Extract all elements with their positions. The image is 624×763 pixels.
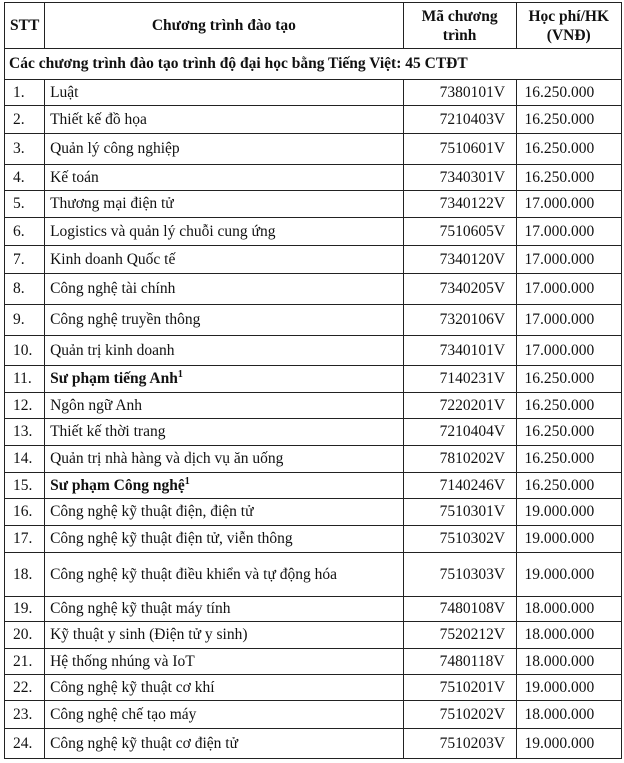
table-row (5, 393, 622, 419)
row-tuition-fee: 19.000.000 (516, 553, 621, 597)
row-program-code: 7380101V (403, 80, 516, 106)
row-stt: 19. (5, 597, 45, 622)
program-name-text: Sư phạm Công nghệ (50, 476, 185, 494)
row-program-name (45, 729, 404, 759)
program-name-text: Công nghệ kỹ thuật cơ khí (50, 678, 215, 696)
row-tuition-fee: 17.000.000 (516, 305, 621, 336)
row-tuition-fee: 17.000.000 (516, 336, 621, 366)
row-program-code: 7510302V (403, 526, 516, 553)
row-program-name (45, 305, 404, 336)
row-tuition-fee: 16.250.000 (516, 106, 621, 134)
footnote-marker: 1 (177, 368, 183, 380)
program-name-text: Luật (50, 83, 79, 101)
row-program-name (45, 274, 404, 305)
row-stt: 1. (5, 80, 45, 106)
row-program-code: 7140246V (403, 473, 516, 499)
program-name-text: Quản trị nhà hàng và dịch vụ ăn uống (50, 450, 284, 467)
table-row (5, 729, 622, 759)
row-program-code: 7340301V (403, 165, 516, 191)
program-name-text: Công nghệ chế tạo máy (50, 705, 197, 723)
row-tuition-fee: 16.250.000 (516, 165, 621, 191)
table-row (5, 622, 622, 649)
row-program-name (45, 191, 404, 218)
program-name-text: Công nghệ kỹ thuật máy tính (50, 600, 231, 617)
row-stt: 12. (5, 393, 45, 419)
row-stt: 15. (5, 473, 45, 499)
row-tuition-fee: 16.250.000 (516, 473, 621, 499)
row-program-code: 7510203V (403, 729, 516, 759)
row-tuition-fee: 18.000.000 (516, 649, 621, 675)
row-program-code: 7510201V (403, 675, 516, 701)
header-program: Chương trình đào tạo (45, 3, 404, 49)
row-stt: 21. (5, 649, 45, 675)
table-row (5, 305, 622, 336)
header-code: Mã chương trình (403, 3, 516, 49)
row-stt: 6. (5, 218, 45, 246)
row-program-code: 7220201V (403, 393, 516, 419)
row-stt: 11. (5, 366, 45, 393)
row-tuition-fee: 16.250.000 (516, 134, 621, 165)
row-program-code: 7510301V (403, 499, 516, 526)
program-name-text: Công nghệ kỹ thuật cơ điện tử (50, 734, 239, 752)
section-title: Các chương trình đào tạo trình độ đại học bằng Tiếng Việt: 45 CTĐT (5, 49, 622, 80)
program-name-text: Thiết kế đồ họa (50, 110, 147, 128)
table-row (5, 336, 622, 366)
row-stt: 5. (5, 191, 45, 218)
program-name-text: Logistics và quản lý chuỗi cung ứng (50, 222, 276, 240)
row-tuition-fee: 18.000.000 (516, 622, 621, 649)
table-row (5, 473, 622, 499)
row-program-name (45, 553, 404, 597)
table-row (5, 499, 622, 526)
program-name-text: Kỹ thuật y sinh (Điện tử y sinh) (50, 626, 248, 643)
footnote-marker: 1 (184, 475, 190, 487)
row-stt: 7. (5, 246, 45, 274)
row-stt: 23. (5, 701, 45, 729)
table-row (5, 701, 622, 729)
table-row (5, 553, 622, 597)
table-row (5, 597, 622, 622)
row-stt: 22. (5, 675, 45, 701)
table-row (5, 106, 622, 134)
row-program-name (45, 499, 404, 526)
row-program-name (45, 80, 404, 106)
row-program-name (45, 106, 404, 134)
row-program-code: 7480108V (403, 597, 516, 622)
row-program-name (45, 165, 404, 191)
row-tuition-fee: 18.000.000 (516, 597, 621, 622)
row-tuition-fee: 17.000.000 (516, 191, 621, 218)
row-program-code: 7210403V (403, 106, 516, 134)
header-stt: STT (5, 3, 45, 49)
row-program-name (45, 218, 404, 246)
table-row (5, 366, 622, 393)
program-name-text: Hệ thống nhúng và IoT (50, 652, 195, 670)
row-program-name (45, 701, 404, 729)
program-name-text: Ngôn ngữ Anh (50, 396, 143, 414)
row-program-name (45, 446, 404, 473)
row-stt: 2. (5, 106, 45, 134)
row-program-code: 7510202V (403, 701, 516, 729)
program-name-text: Công nghệ kỹ thuật điện tử, viễn thông (50, 530, 293, 547)
row-stt: 3. (5, 134, 45, 165)
row-tuition-fee: 18.000.000 (516, 701, 621, 729)
header-row (5, 3, 622, 49)
table-row (5, 134, 622, 165)
row-program-name (45, 419, 404, 446)
program-name-text: Công nghệ truyền thông (50, 311, 201, 328)
table-row (5, 419, 622, 446)
row-stt: 4. (5, 165, 45, 191)
row-tuition-fee: 19.000.000 (516, 729, 621, 759)
program-name-text: Sư phạm tiếng Anh (50, 370, 178, 387)
row-stt: 18. (5, 553, 45, 597)
row-program-code: 7510605V (403, 218, 516, 246)
table-row (5, 80, 622, 106)
row-program-code: 7480118V (403, 649, 516, 675)
program-name-text: Công nghệ kỹ thuật điện, điện tử (50, 503, 254, 520)
row-tuition-fee: 19.000.000 (516, 499, 621, 526)
row-program-code: 7340122V (403, 191, 516, 218)
row-tuition-fee: 17.000.000 (516, 246, 621, 274)
row-tuition-fee: 17.000.000 (516, 274, 621, 305)
table-row (5, 218, 622, 246)
row-program-name (45, 134, 404, 165)
row-program-code: 7320106V (403, 305, 516, 336)
row-tuition-fee: 17.000.000 (516, 218, 621, 246)
table-row (5, 675, 622, 701)
table-row (5, 649, 622, 675)
row-program-code: 7520212V (403, 622, 516, 649)
row-tuition-fee: 16.250.000 (516, 446, 621, 473)
row-stt: 9. (5, 305, 45, 336)
row-stt: 20. (5, 622, 45, 649)
program-name-text: Quản trị kinh doanh (50, 341, 175, 359)
table-row (5, 246, 622, 274)
header-fee: Học phí/HK (VNĐ) (516, 3, 621, 49)
row-tuition-fee: 16.250.000 (516, 393, 621, 419)
row-tuition-fee: 19.000.000 (516, 526, 621, 553)
row-program-name (45, 473, 404, 499)
row-program-name (45, 366, 404, 393)
row-program-code: 7340205V (403, 274, 516, 305)
program-name-text: Quản lý công nghiệp (50, 140, 180, 157)
row-program-name (45, 597, 404, 622)
row-stt: 10. (5, 336, 45, 366)
row-tuition-fee: 16.250.000 (516, 80, 621, 106)
program-name-text: Thương mại điện tử (50, 195, 174, 212)
row-stt: 24. (5, 729, 45, 759)
row-stt: 17. (5, 526, 45, 553)
row-program-name (45, 649, 404, 675)
program-name-text: Kinh doanh Quốc tế (50, 250, 176, 268)
row-program-name (45, 526, 404, 553)
row-program-name (45, 336, 404, 366)
row-stt: 14. (5, 446, 45, 473)
row-program-name (45, 622, 404, 649)
section-row (5, 49, 622, 80)
table-row (5, 446, 622, 473)
program-name-text: Công nghệ tài chính (50, 280, 176, 297)
row-program-code: 7340101V (403, 336, 516, 366)
row-stt: 13. (5, 419, 45, 446)
program-name-text: Thiết kế thời trang (50, 423, 166, 440)
row-program-name (45, 393, 404, 419)
tuition-table (4, 2, 622, 759)
row-tuition-fee: 16.250.000 (516, 419, 621, 446)
table-row (5, 165, 622, 191)
tuition-table-container (4, 2, 622, 759)
row-program-code: 7810202V (403, 446, 516, 473)
table-row (5, 191, 622, 218)
row-stt: 16. (5, 499, 45, 526)
row-program-code: 7140231V (403, 366, 516, 393)
row-program-code: 7510601V (403, 134, 516, 165)
row-program-code: 7340120V (403, 246, 516, 274)
row-program-code: 7210404V (403, 419, 516, 446)
table-row (5, 274, 622, 305)
row-program-code: 7510303V (403, 553, 516, 597)
row-program-name (45, 246, 404, 274)
row-tuition-fee: 16.250.000 (516, 366, 621, 393)
table-row (5, 526, 622, 553)
row-program-name (45, 675, 404, 701)
program-name-text: Công nghệ kỹ thuật điều khiển và tự động hóa (50, 566, 338, 583)
row-stt: 8. (5, 274, 45, 305)
row-tuition-fee: 19.000.000 (516, 675, 621, 701)
program-name-text: Kế toán (50, 168, 99, 186)
